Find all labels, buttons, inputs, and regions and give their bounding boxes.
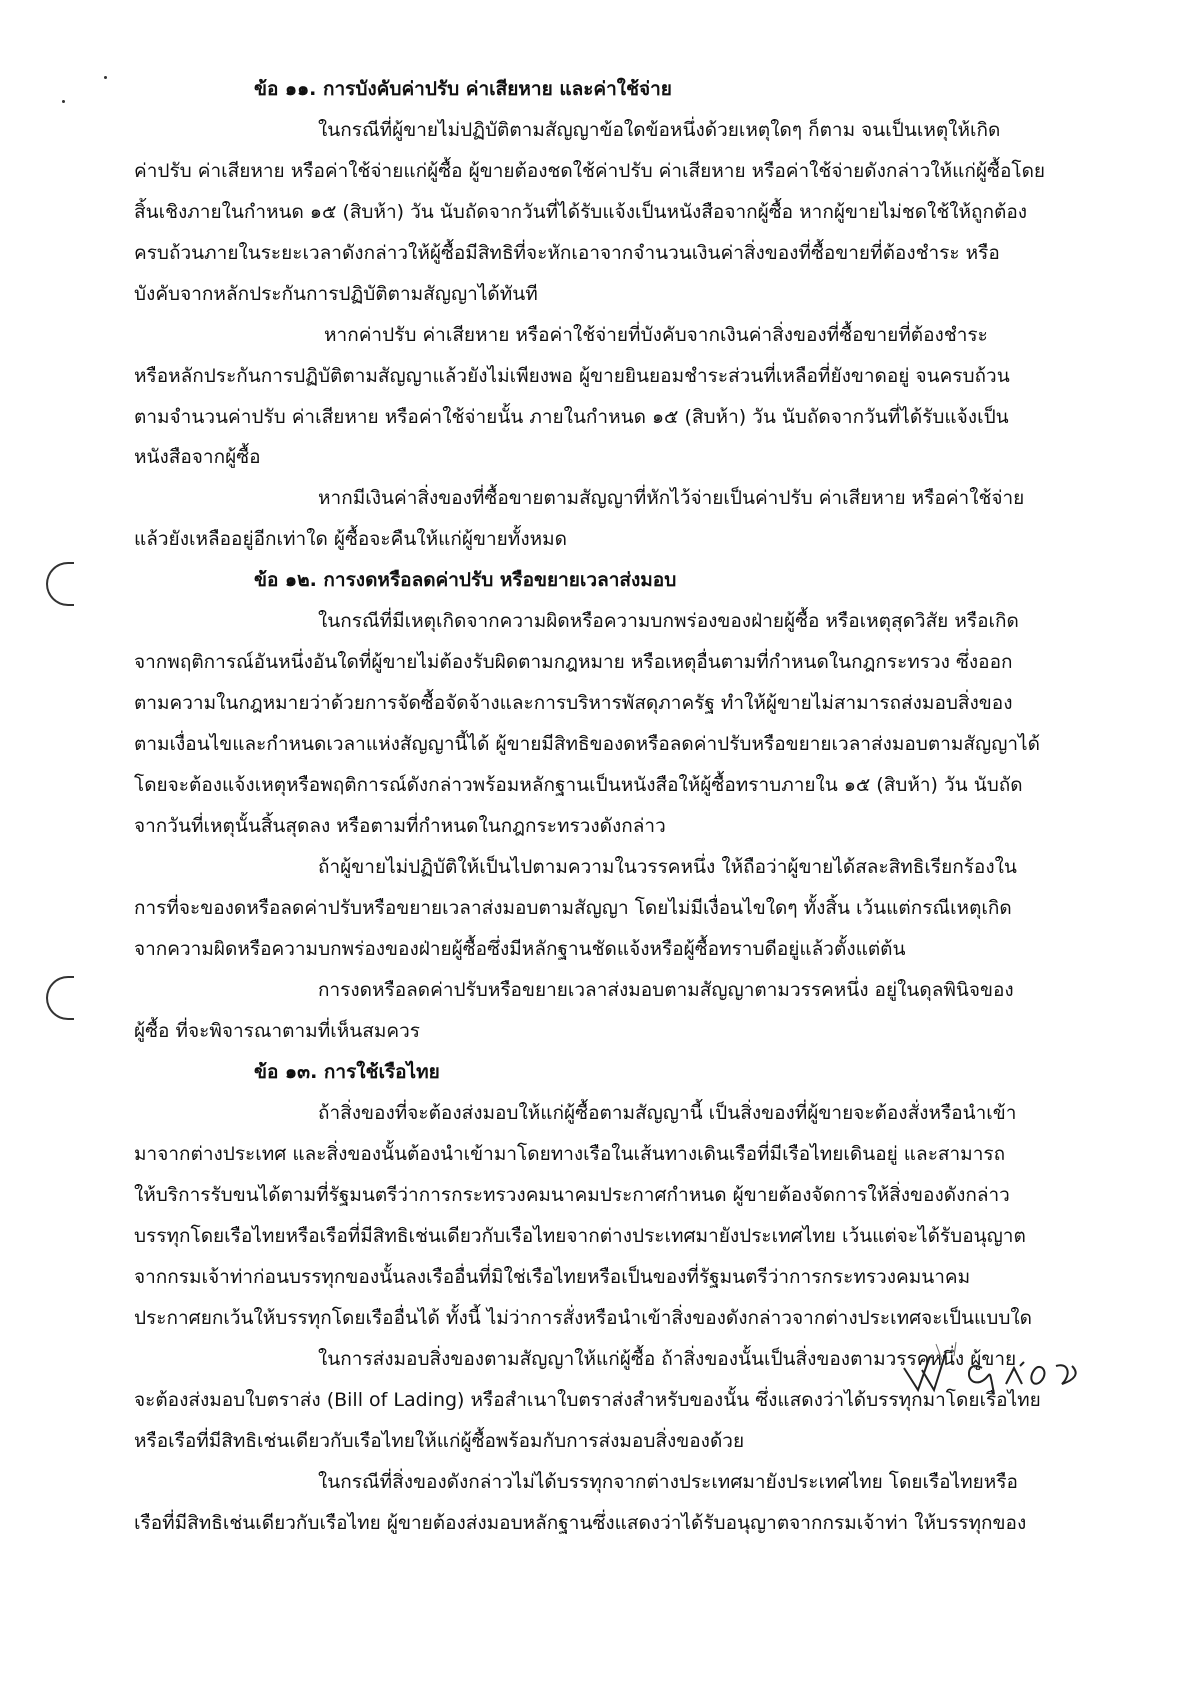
clause-11-line: หากค่าปรับ ค่าเสียหาย หรือค่าใช้จ่ายที่บังคับจากเงินค่าสิ่งของที่ซื้อขายที่ต้องชำระ: [324, 324, 988, 346]
clause-13-line: จากกรมเจ้าท่าก่อนบรรทุกของนั้นลงเรืออื่นที่มิใช่เรือไทยหรือเป็นของที่รัฐมนตรีว่าการกระทรวงคมนาคม: [134, 1266, 971, 1288]
clause-13-line: มาจากต่างประเทศ และสิ่งของนั้นต้องนำเข้ามาโดยทางเรือในเส้นทางเดินเรือที่มีเรือไทยเดินอยู่ และสามารถ: [134, 1143, 1006, 1165]
clause-13-line: ให้บริการรับขนได้ตามที่รัฐมนตรีว่าการกระทรวงคมนาคมประกาศกำหนด ผู้ขายต้องจัดการให้สิ่งของดังกล่าว: [134, 1184, 1010, 1206]
scan-speck: [104, 76, 107, 79]
clause-12-line: ตามเงื่อนไขและกำหนดเวลาแห่งสัญญานี้ได้ ผู้ขายมีสิทธิของดหรือลดค่าปรับหรือขยายเวลาส่งมอบตามสัญญาได้: [134, 733, 1040, 755]
clause-12-line: การที่จะของดหรือลดค่าปรับหรือขยายเวลาส่งมอบตามสัญญา โดยไม่มีเงื่อนไขใดๆ ทั้งสิ้น เว้นแต่กรณีเหตุเกิด: [134, 897, 1012, 919]
clause-12-line: จากความผิดหรือความบกพร่องของฝ่ายผู้ซื้อซึ่งมีหลักฐานชัดแจ้งหรือผู้ซื้อทราบดีอยู่แล้วตั้งแต่ต้น: [134, 938, 906, 960]
clause-12-line: ในกรณีที่มีเหตุเกิดจากความผิดหรือความบกพร่องของฝ่ายผู้ซื้อ หรือเหตุสุดวิสัย หรือเกิด: [318, 610, 1019, 632]
clause-11-line: ในกรณีที่ผู้ขายไม่ปฏิบัติตามสัญญาข้อใดข้อหนึ่งด้วยเหตุใดๆ ก็ตาม จนเป็นเหตุให้เกิด: [318, 119, 1001, 141]
clause-12-heading: ข้อ ๑๒. การงดหรือลดค่าปรับ หรือขยายเวลาส่งมอบ: [254, 569, 677, 591]
clause-13-line: ในกรณีที่สิ่งของดังกล่าวไม่ได้บรรทุกจากต่างประเทศมายังประเทศไทย โดยเรือไทยหรือ: [318, 1471, 1018, 1493]
clause-13-heading: ข้อ ๑๓. การใช้เรือไทย: [254, 1061, 440, 1083]
clause-13-line: บรรทุกโดยเรือไทยหรือเรือที่มีสิทธิเช่นเดียวกับเรือไทยจากต่างประเทศมายังประเทศไทย เว้นแต่จะได้รับอนุญาต: [134, 1225, 1026, 1247]
clause-13-line: ในการส่งมอบสิ่งของตามสัญญาให้แก่ผู้ซื้อ ถ้าสิ่งของนั้นเป็นสิ่งของตามวรรคหนึ่ง ผู้ขาย: [318, 1348, 1017, 1370]
clause-12-line: ตามความในกฎหมายว่าด้วยการจัดซื้อจัดจ้างและการบริหารพัสดุภาครัฐ ทำให้ผู้ขายไม่สามารถส่งมอบสิ่งของ: [134, 692, 1013, 714]
clause-11-line: หนังสือจากผู้ซื้อ: [134, 446, 261, 468]
punch-hole-mark: [46, 976, 74, 1020]
clause-12-line: โดยจะต้องแจ้งเหตุหรือพฤติการณ์ดังกล่าวพร้อมหลักฐานเป็นหนังสือให้ผู้ซื้อทราบภายใน ๑๕ (สิบห้า) วัน นับถัด: [134, 774, 1023, 796]
punch-hole-mark: [46, 562, 74, 606]
scan-speck: [62, 100, 65, 103]
clause-13-line: หรือเรือที่มีสิทธิเช่นเดียวกับเรือไทยให้แก่ผู้ซื้อพร้อมกับการส่งมอบสิ่งของด้วย: [134, 1430, 745, 1452]
clause-12-line: จากพฤติการณ์อันหนึ่งอันใดที่ผู้ขายไม่ต้องรับผิดตามกฎหมาย หรือเหตุอื่นตามที่กำหนดในกฎกระทรวง ซึ่งออก: [134, 651, 1013, 673]
clause-11-line: หรือหลักประกันการปฏิบัติตามสัญญาแล้วยังไม่เพียงพอ ผู้ขายยินยอมชำระส่วนที่เหลือที่ยังขาดอยู่ จนครบถ้วน: [134, 365, 1010, 387]
handwritten-initials: [896, 1338, 1096, 1398]
clause-11-heading: ข้อ ๑๑. การบังคับค่าปรับ ค่าเสียหาย และค่าใช้จ่าย: [254, 78, 672, 100]
clause-12-line: การงดหรือลดค่าปรับหรือขยายเวลาส่งมอบตามสัญญาตามวรรคหนึ่ง อยู่ในดุลพินิจของ: [318, 979, 1014, 1001]
clause-13-line: จะต้องส่งมอบใบตราส่ง (Bill of Lading) หรือสำเนาใบตราส่งสำหรับของนั้น ซึ่งแสดงว่าได้บรรทุกมาโดยเรือไทย: [134, 1389, 1041, 1411]
clause-13-line: ประกาศยกเว้นให้บรรทุกโดยเรืออื่นได้ ทั้งนี้ ไม่ว่าการสั่งหรือนำเข้าสิ่งของดังกล่าวจากต่างประเทศจะเป็นแบบใด: [134, 1307, 1033, 1329]
clause-11-line: ตามจำนวนค่าปรับ ค่าเสียหาย หรือค่าใช้จ่ายนั้น ภายในกำหนด ๑๕ (สิบห้า) วัน นับถัดจากวันที่ได้รับแจ้งเป็น: [134, 406, 1009, 428]
clause-12-line: จากวันที่เหตุนั้นสิ้นสุดลง หรือตามที่กำหนดในกฎกระทรวงดังกล่าว: [134, 815, 666, 837]
clause-13-line: เรือที่มีสิทธิเช่นเดียวกับเรือไทย ผู้ขายต้องส่งมอบหลักฐานซึ่งแสดงว่าได้รับอนุญาตจากกรมเจ้าท่า ให้บรรทุกของ: [134, 1512, 1027, 1534]
clause-11-line: สิ้นเชิงภายในกำหนด ๑๕ (สิบห้า) วัน นับถัดจากวันที่ได้รับแจ้งเป็นหนังสือจากผู้ซื้อ หากผู้ขายไม่ชดใช้ให้ถูกต้อง: [134, 201, 1028, 223]
clause-11-line: ครบถ้วนภายในระยะเวลาดังกล่าวให้ผู้ซื้อมีสิทธิที่จะหักเอาจากจำนวนเงินค่าสิ่งของที่ซื้อขายที่ต้องชำระ หรือ: [134, 242, 1000, 264]
clause-11-line: หากมีเงินค่าสิ่งของที่ซื้อขายตามสัญญาที่หักไว้จ่ายเป็นค่าปรับ ค่าเสียหาย หรือค่าใช้จ่าย: [318, 487, 1025, 509]
clause-12-line: ผู้ซื้อ ที่จะพิจารณาตามที่เห็นสมควร: [134, 1020, 420, 1042]
clause-11-line: บังคับจากหลักประกันการปฏิบัติตามสัญญาได้ทันที: [134, 283, 538, 305]
clause-11-line: ค่าปรับ ค่าเสียหาย หรือค่าใช้จ่ายแก่ผู้ซื้อ ผู้ขายต้องชดใช้ค่าปรับ ค่าเสียหาย หรือค่าใช้จ่ายดังกล่าวให้แก่ผู้ซื้อโดย: [134, 160, 1046, 182]
clause-11-line: แล้วยังเหลืออยู่อีกเท่าใด ผู้ซื้อจะคืนให้แก่ผู้ขายทั้งหมด: [134, 528, 567, 550]
clause-12-line: ถ้าผู้ขายไม่ปฏิบัติให้เป็นไปตามความในวรรคหนึ่ง ให้ถือว่าผู้ขายได้สละสิทธิเรียกร้องใน: [318, 856, 1017, 878]
clause-13-line: ถ้าสิ่งของที่จะต้องส่งมอบให้แก่ผู้ซื้อตามสัญญานี้ เป็นสิ่งของที่ผู้ขายจะต้องสั่งหรือนำเข้า: [318, 1102, 1017, 1124]
